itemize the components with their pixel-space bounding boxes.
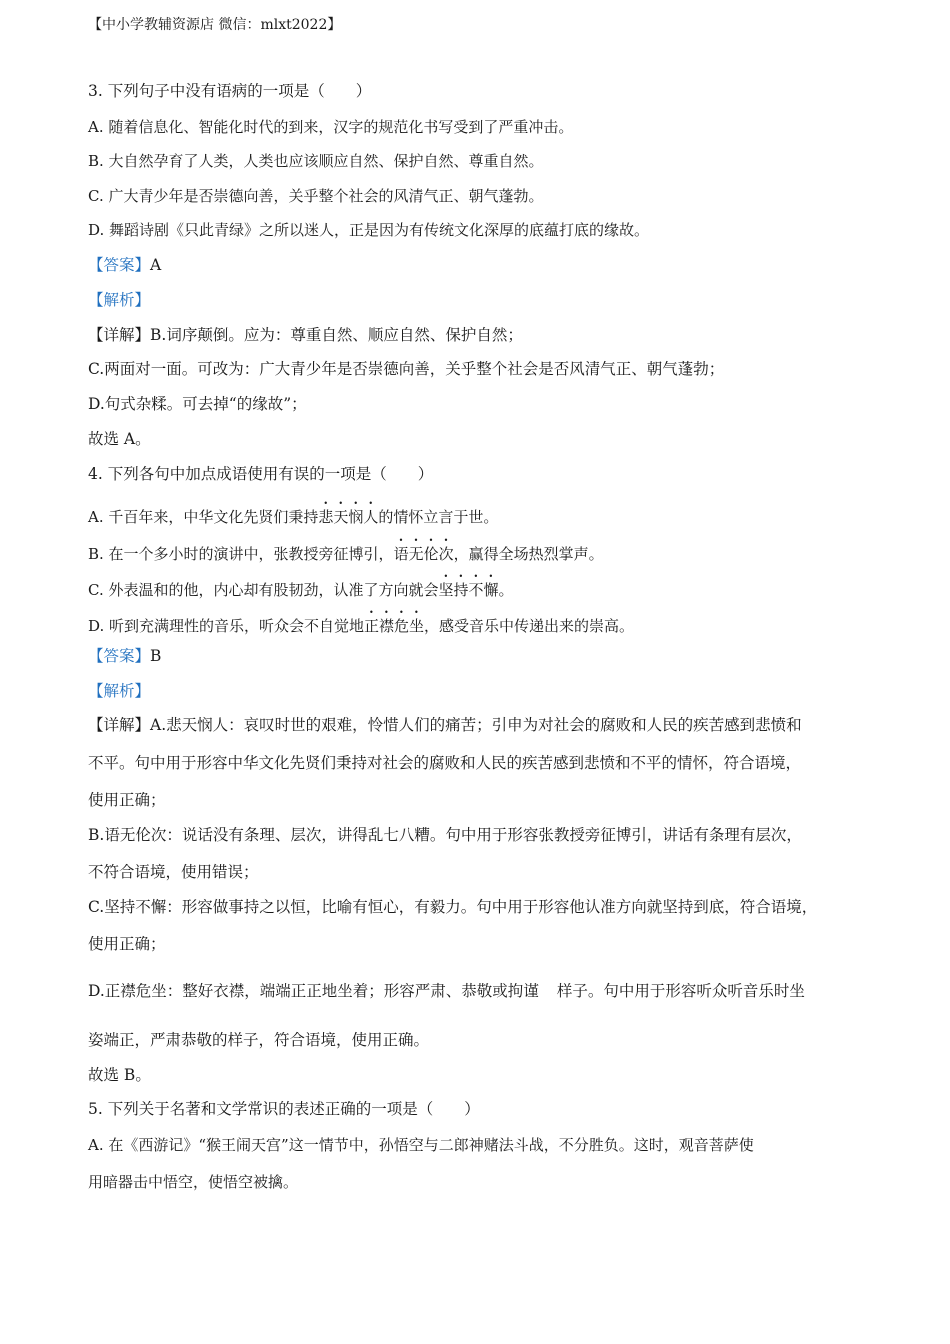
q3-option-d: D. 舞蹈诗剧《只此青绿》之所以迷人，正是因为有传统文化深厚的底蕴打底的缘故。 <box>88 221 650 239</box>
option-text: C. 外表温和的他，内心却有股韧劲，认准了方向就会 <box>88 581 439 599</box>
option-text: 。 <box>498 581 514 599</box>
q5-option-a: A. 在《西游记》“猴王闹天宫”这一情节中，孙悟空与二郎神赌法斗战，不分胜负。这时，观音菩萨使 <box>88 1136 754 1154</box>
q3-detail-line: D.句式杂糅。可去掉“的缘故”； <box>88 395 307 413</box>
answer-value: B <box>150 647 162 665</box>
option-text: A. 千百年来，中华文化先贤们秉持 <box>88 508 319 526</box>
option-text: B. 在一个多小时的演讲中，张教授旁征博引， <box>88 545 394 563</box>
detail-text: 样子。句中用于形容听众听音乐时坐 <box>556 982 805 1000</box>
q4-detail-line: 使用正确； <box>88 791 166 809</box>
dotted-idiom: 悲天悯人 <box>318 508 379 526</box>
q3-analysis-tag: 【解析】 <box>88 291 151 309</box>
answer-tag: 【答案】 <box>88 647 151 665</box>
q4-option-c <box>88 572 514 601</box>
q4-detail-line: 姿端正，严肃恭敬的样子，符合语境，使用正确。 <box>88 1031 430 1049</box>
q4-option-a <box>88 499 498 528</box>
q4-detail-line: B.语无伦次：说话没有条理、层次，讲得乱七八糟。句中用于形容张教授旁征博引，讲话有条理有层次， <box>88 826 802 844</box>
q4-detail-line: 不符合语境，使用错误； <box>88 863 259 881</box>
page-header: 【中小学教辅资源店 微信：mlxt2022】 <box>88 17 342 33</box>
q4-detail-line: C.坚持不懈：形容做事持之以恒，比喻有恒心，有毅力。句中用于形容他认准方向就坚持到底，符合语境， <box>88 898 818 916</box>
option-text: ，感受音乐中传递出来的崇高。 <box>424 617 635 635</box>
q4-detail-line: 使用正确； <box>88 935 166 953</box>
q4-option-b <box>88 536 604 565</box>
dotted-idiom: 坚持不懈 <box>438 581 499 599</box>
q3-answer <box>88 254 161 276</box>
q3-detail-line: 【详解】B.词序颠倒。应为：尊重自然、顺应自然、保护自然； <box>88 326 523 344</box>
q4-detail-line <box>88 980 805 1002</box>
q4-detail-line: 故选 B。 <box>88 1066 151 1084</box>
q4-analysis-tag: 【解析】 <box>88 682 151 700</box>
detail-text: D.正襟危坐：整好衣襟，端端正正地坐着；形容严肃、恭敬或拘谨 <box>88 982 539 1000</box>
q3-detail-line: C.两面对一面。可改为：广大青少年是否崇德向善，关乎整个社会是否风清气正、朝气蓬勃； <box>88 360 725 378</box>
q3-stem: 3. 下列句子中没有语病的一项是（ ） <box>88 82 372 100</box>
q3-option-a: A. 随着信息化、智能化时代的到来，汉字的规范化书写受到了严重冲击。 <box>88 118 574 136</box>
q4-detail-line: 【详解】A.悲天悯人：哀叹时世的艰难，怜惜人们的痛苦；引申为对社会的腐败和人民的疾苦感到悲愤和 <box>88 716 802 734</box>
dotted-idiom: 正襟危坐 <box>364 617 425 635</box>
dotted-idiom: 语无伦次 <box>393 545 454 563</box>
q4-option-d <box>88 608 634 637</box>
q4-detail-line: 不平。句中用于形容中华文化先贤们秉持对社会的腐败和人民的疾苦感到悲愤和不平的情怀，符合语境， <box>88 754 802 772</box>
option-text: 的情怀立言于世。 <box>378 508 499 526</box>
q5-stem: 5. 下列关于名著和文学常识的表述正确的一项是（ ） <box>88 1100 480 1118</box>
q4-stem: 4. 下列各句中加点成语使用有误的一项是（ ） <box>88 465 434 483</box>
q3-detail-line: 故选 A。 <box>88 430 151 448</box>
option-text: D. 听到充满理性的音乐，听众会不自觉地 <box>88 617 365 635</box>
answer-value: A <box>150 256 162 274</box>
answer-tag: 【答案】 <box>88 256 151 274</box>
q3-option-b: B. 大自然孕育了人类，人类也应该顺应自然、保护自然、尊重自然。 <box>88 152 544 170</box>
q4-answer <box>88 645 161 667</box>
q3-option-c: C. 广大青少年是否崇德向善，关乎整个社会的风清气正、朝气蓬勃。 <box>88 187 544 205</box>
q5-option-a-continued: 用暗器击中悟空，使悟空被擒。 <box>88 1173 299 1191</box>
option-text: ，赢得全场热烈掌声。 <box>453 545 604 563</box>
